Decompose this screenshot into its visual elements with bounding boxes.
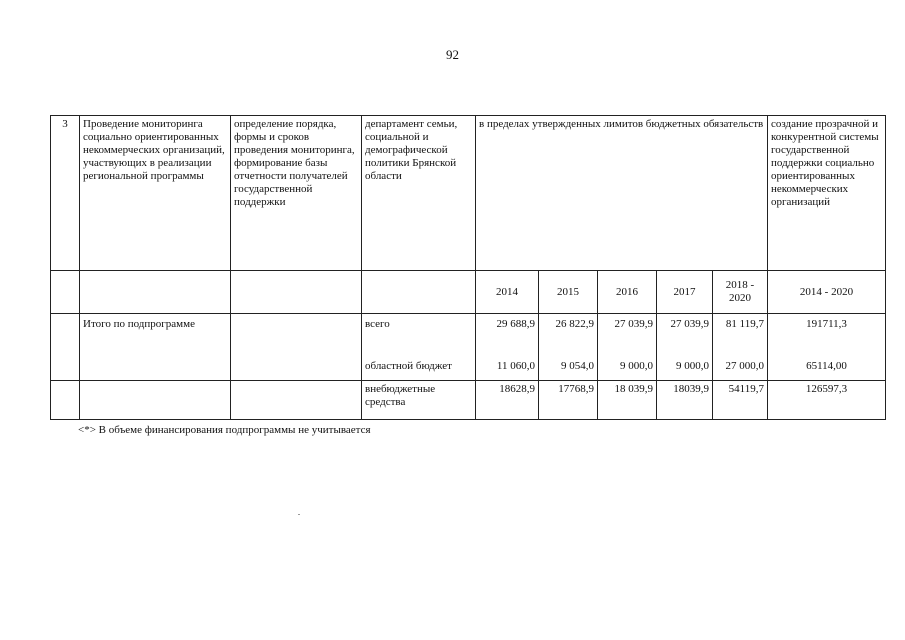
- year-header: 2014: [476, 271, 539, 314]
- empty-cell: [231, 314, 362, 381]
- year-header: 2015: [539, 271, 598, 314]
- funding-note: в пределах утвержденных лимитов бюджетных обязательств: [476, 116, 768, 271]
- amount-cell: 18628,9: [476, 381, 539, 420]
- activity-description: определение порядка, формы и сроков проведения мониторинга, формирование базы отчетности получателей государственной поддержки: [231, 116, 362, 271]
- executor: департамент семьи, социальной и демографической политики Брянской области: [362, 116, 476, 271]
- activity-row: [51, 116, 886, 271]
- program-table: [50, 115, 886, 420]
- amount-cell: 9 054,0: [539, 358, 598, 381]
- total-row: [51, 314, 886, 359]
- funding-source: всего: [362, 314, 476, 359]
- empty-cell: [51, 271, 80, 314]
- amount-cell: 81 119,7: [713, 314, 768, 359]
- amount-cell: 27 039,9: [657, 314, 713, 359]
- activity-name: Проведение мониторинга социально ориентированных некоммерческих организаций, участвующих в реализации региональной программы: [80, 116, 231, 271]
- subprogram-total-label: Итого по подпрограмме: [80, 314, 231, 381]
- amount-cell: 9 000,0: [657, 358, 713, 381]
- empty-cell: [231, 381, 362, 420]
- amount-cell: 26 822,9: [539, 314, 598, 359]
- amount-cell: 18 039,9: [598, 381, 657, 420]
- years-header-row: [51, 271, 886, 314]
- amount-cell: 17768,9: [539, 381, 598, 420]
- year-header: 2017: [657, 271, 713, 314]
- amount-cell: 65114,00: [768, 358, 886, 381]
- amount-cell: 191711,3: [768, 314, 886, 359]
- amount-cell: 126597,3: [768, 381, 886, 420]
- amount-cell: 9 000,0: [598, 358, 657, 381]
- footnote: <*> В объеме финансирования подпрограммы не учитывается: [78, 424, 371, 436]
- amount-cell: 27 000,0: [713, 358, 768, 381]
- row-number: 3: [51, 116, 80, 271]
- funding-source: областной бюджет: [362, 358, 476, 381]
- amount-cell: 27 039,9: [598, 314, 657, 359]
- year-header: 2014 - 2020: [768, 271, 886, 314]
- year-header: 2018 - 2020: [713, 271, 768, 314]
- amount-cell: 29 688,9: [476, 314, 539, 359]
- expected-result: создание прозрачной и конкурентной системы государственной поддержки социально ориентированных некоммерческих организаций: [768, 116, 886, 271]
- empty-cell: [51, 314, 80, 381]
- empty-cell: [51, 381, 80, 420]
- empty-cell: [231, 271, 362, 314]
- empty-cell: [362, 271, 476, 314]
- year-header: 2016: [598, 271, 657, 314]
- funding-source: внебюджетные средства: [362, 381, 476, 420]
- empty-cell: [80, 381, 231, 420]
- amount-cell: 11 060,0: [476, 358, 539, 381]
- amount-cell: 18039,9: [657, 381, 713, 420]
- amount-cell: 54119,7: [713, 381, 768, 420]
- scan-speck: [298, 514, 300, 515]
- empty-cell: [80, 271, 231, 314]
- extrabudgetary-row: [51, 381, 886, 420]
- page-number: 92: [446, 47, 459, 62]
